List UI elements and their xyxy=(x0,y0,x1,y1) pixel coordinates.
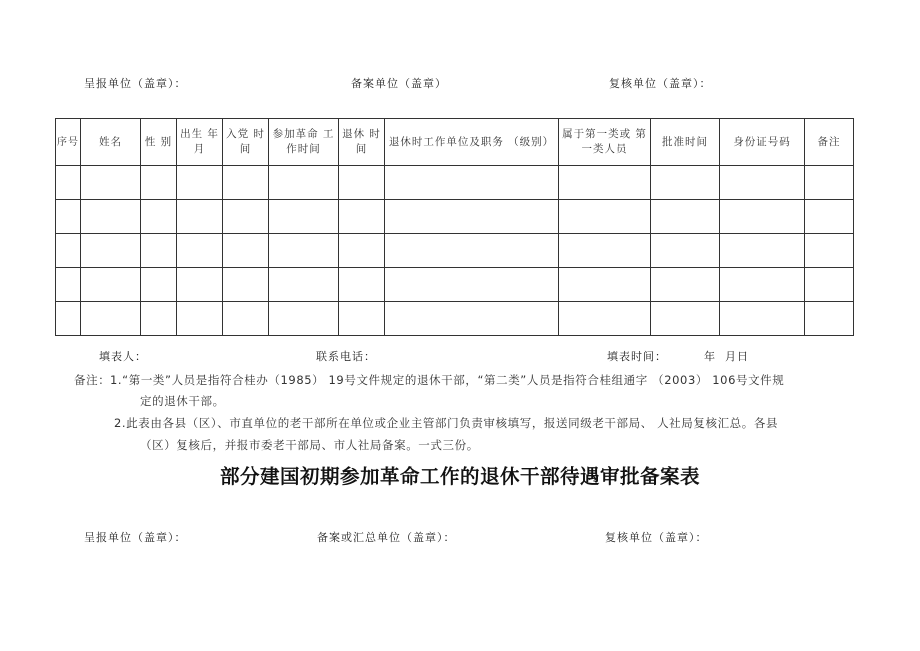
table-cell[interactable] xyxy=(81,268,141,302)
table-cell[interactable] xyxy=(223,166,269,200)
table-cell[interactable] xyxy=(339,200,385,234)
table-cell[interactable] xyxy=(269,234,339,268)
table-cell[interactable] xyxy=(141,268,177,302)
col-header-index: 序号 xyxy=(56,119,81,166)
table-cell[interactable] xyxy=(223,302,269,336)
table-cell[interactable] xyxy=(720,200,805,234)
table-cell[interactable] xyxy=(805,234,854,268)
table-cell[interactable] xyxy=(559,200,651,234)
col-header-gender: 性 别 xyxy=(141,119,177,166)
table-row xyxy=(56,234,854,268)
col-header-work-start: 参加革命 工作时间 xyxy=(269,119,339,166)
record-form-table xyxy=(55,118,854,336)
table-cell[interactable] xyxy=(805,166,854,200)
table-cell[interactable] xyxy=(223,268,269,302)
col-header-unit-position: 退休时工作单位及职务 （级别） xyxy=(385,119,559,166)
table-cell[interactable] xyxy=(339,166,385,200)
table-cell[interactable] xyxy=(720,166,805,200)
table-cell[interactable] xyxy=(559,268,651,302)
table-cell[interactable] xyxy=(720,234,805,268)
table-cell[interactable] xyxy=(339,268,385,302)
review-unit-label: 复核单位（盖章）： xyxy=(609,77,712,90)
table-cell[interactable] xyxy=(81,200,141,234)
table-cell[interactable] xyxy=(720,302,805,336)
table-cell[interactable] xyxy=(223,234,269,268)
table-cell[interactable] xyxy=(81,302,141,336)
table-cell[interactable] xyxy=(177,166,223,200)
table-cell[interactable] xyxy=(339,302,385,336)
col-header-party-join: 入党 时间 xyxy=(223,119,269,166)
notes-label: 备注： xyxy=(74,373,111,387)
table-cell[interactable] xyxy=(177,268,223,302)
second-review-unit-label: 复核单位（盖章）： xyxy=(605,531,708,544)
note-item-2-line-2: （区）复核后，并报市委老干部局、市人社局备案。一式三份。 xyxy=(140,438,479,452)
table-cell[interactable] xyxy=(385,268,559,302)
table-cell[interactable] xyxy=(559,166,651,200)
report-unit-label: 呈报单位（盖章）： xyxy=(84,77,187,90)
table-cell[interactable] xyxy=(805,268,854,302)
table-header-row xyxy=(56,119,854,166)
document-title: 部分建国初期参加革命工作的退休干部待遇审批备案表 xyxy=(219,465,700,488)
table-cell[interactable] xyxy=(177,234,223,268)
table-cell[interactable] xyxy=(141,166,177,200)
note-item-1-line-1: 1.“第一类”人员是指符合桂办（1985） 19号文件规定的退休干部，“第二类”人员是指符合桂组通字 （2003） 106号文件规 xyxy=(110,373,785,387)
table-cell[interactable] xyxy=(385,302,559,336)
col-header-category: 属于第一类或 第一类人员 xyxy=(559,119,651,166)
filler-label: 填表人： xyxy=(99,350,147,363)
col-header-retire-time: 退休 时间 xyxy=(339,119,385,166)
table-cell[interactable] xyxy=(559,302,651,336)
fill-date-label: 填表时间： xyxy=(607,350,667,363)
table-cell[interactable] xyxy=(805,200,854,234)
table-cell[interactable] xyxy=(559,234,651,268)
table-cell[interactable] xyxy=(805,302,854,336)
table-cell[interactable] xyxy=(651,268,720,302)
table-cell[interactable] xyxy=(651,200,720,234)
table-cell[interactable] xyxy=(81,234,141,268)
table-cell[interactable] xyxy=(56,268,81,302)
table-cell[interactable] xyxy=(141,302,177,336)
table-cell[interactable] xyxy=(177,200,223,234)
second-report-unit-label: 呈报单位（盖章）： xyxy=(84,531,187,544)
table-cell[interactable] xyxy=(269,268,339,302)
table-cell[interactable] xyxy=(141,200,177,234)
table-cell[interactable] xyxy=(269,166,339,200)
table-cell[interactable] xyxy=(56,200,81,234)
phone-label: 联系电话： xyxy=(316,350,376,363)
col-header-id-number: 身份证号码 xyxy=(720,119,805,166)
table-cell[interactable] xyxy=(720,268,805,302)
table-cell[interactable] xyxy=(177,302,223,336)
col-header-approval-time: 批准时间 xyxy=(651,119,720,166)
table-cell[interactable] xyxy=(81,166,141,200)
second-record-summary-unit-label: 备案或汇总单位（盖章）： xyxy=(317,531,456,544)
col-header-name: 姓名 xyxy=(81,119,141,166)
table-cell[interactable] xyxy=(651,166,720,200)
table-cell[interactable] xyxy=(339,234,385,268)
table-row xyxy=(56,268,854,302)
note-item-2-line-1: 2.此表由各县（区）、市直单位的老干部所在单位或企业主管部门负责审核填写，报送同级老干部局、 人社局复核汇总。各县 xyxy=(114,416,779,430)
table-cell[interactable] xyxy=(651,234,720,268)
table-cell[interactable] xyxy=(385,166,559,200)
table-row xyxy=(56,302,854,336)
table-cell[interactable] xyxy=(141,234,177,268)
table-cell[interactable] xyxy=(651,302,720,336)
table-cell[interactable] xyxy=(269,200,339,234)
record-unit-label: 备案单位（盖章） xyxy=(351,77,447,90)
table-cell[interactable] xyxy=(56,302,81,336)
table-cell[interactable] xyxy=(56,166,81,200)
table-row xyxy=(56,200,854,234)
table-cell[interactable] xyxy=(269,302,339,336)
table-cell[interactable] xyxy=(223,200,269,234)
note-item-1-line-2: 定的退休干部。 xyxy=(140,394,225,408)
col-header-remarks: 备注 xyxy=(805,119,854,166)
table-cell[interactable] xyxy=(385,234,559,268)
fill-date-ymd: 年 月日 xyxy=(704,350,749,363)
table-cell[interactable] xyxy=(56,234,81,268)
col-header-birth: 出生 年月 xyxy=(177,119,223,166)
table-cell[interactable] xyxy=(385,200,559,234)
table-row xyxy=(56,166,854,200)
